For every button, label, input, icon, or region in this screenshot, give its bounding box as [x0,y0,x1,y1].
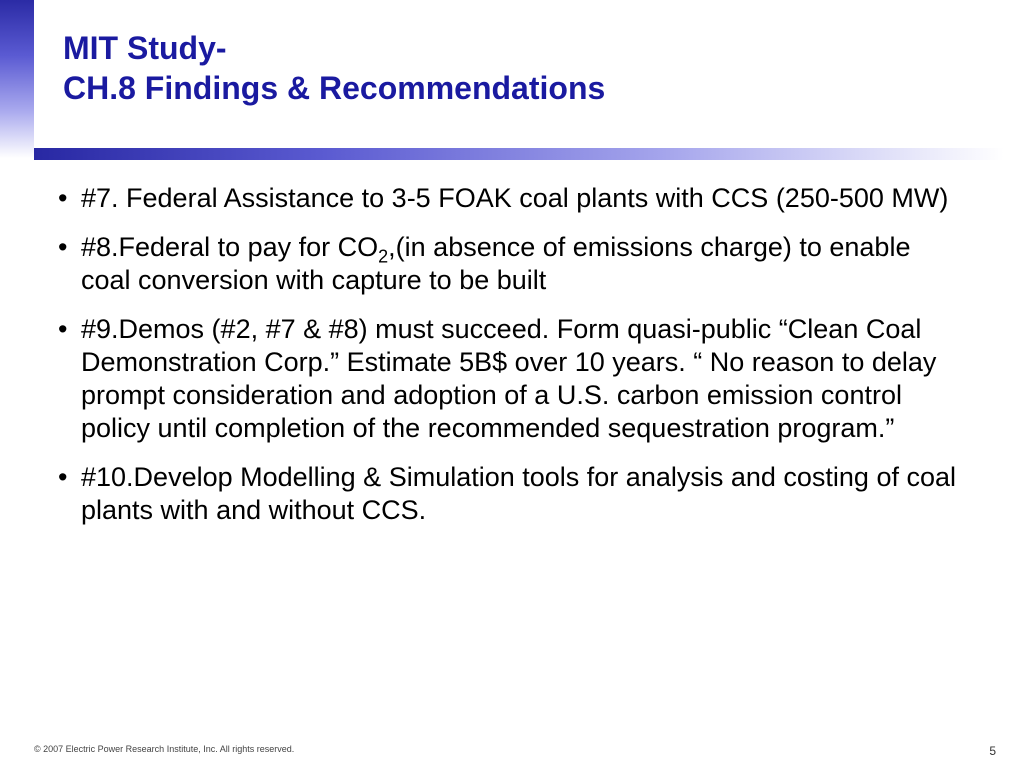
title-underline-rule [34,148,1004,160]
bullet-text-pre: #8.Federal to pay for CO [81,232,379,262]
bullet-point-icon: • [58,232,68,262]
bullet-item-8 [58,231,958,297]
bullet-text: #9.Demos (#2, #7 & #8) must succeed. Form quasi-public “Clean Coal Demonstration Corp.” Estimate 5B$ over 10 years. “ No reason to delay prompt consideration and adoption of a U.S. carbon emission control policy until completion of the recommended sequestration program.” [81,314,937,443]
left-accent-bar [0,0,34,158]
bullet-point-icon: • [58,314,68,344]
bullet-item-9 [58,313,958,445]
bullet-text [81,232,910,295]
bullet-point-icon: • [58,462,68,492]
page-number: 5 [989,744,996,758]
bullet-item-7 [58,182,958,215]
title-line-2: CH.8 Findings & Recommendations [63,70,606,106]
bullet-item-10 [58,461,958,527]
copyright-footer: © 2007 Electric Power Research Institute, Inc. All rights reserved. [34,744,295,754]
bullet-point-icon: • [58,183,68,213]
bullet-text: #7. Federal Assistance to 3-5 FOAK coal plants with CCS (250-500 MW) [81,183,949,213]
bullet-list [58,182,958,543]
slide-title [63,28,605,108]
bullet-text: #10.Develop Modelling & Simulation tools for analysis and costing of coal plants with and without CCS. [81,462,956,525]
bullet-text-post: ,(in absence of emissions charge) to enable coal conversion with capture to be built [81,232,911,295]
title-line-1: MIT Study- [63,30,227,66]
subscript-2: 2 [378,246,389,267]
